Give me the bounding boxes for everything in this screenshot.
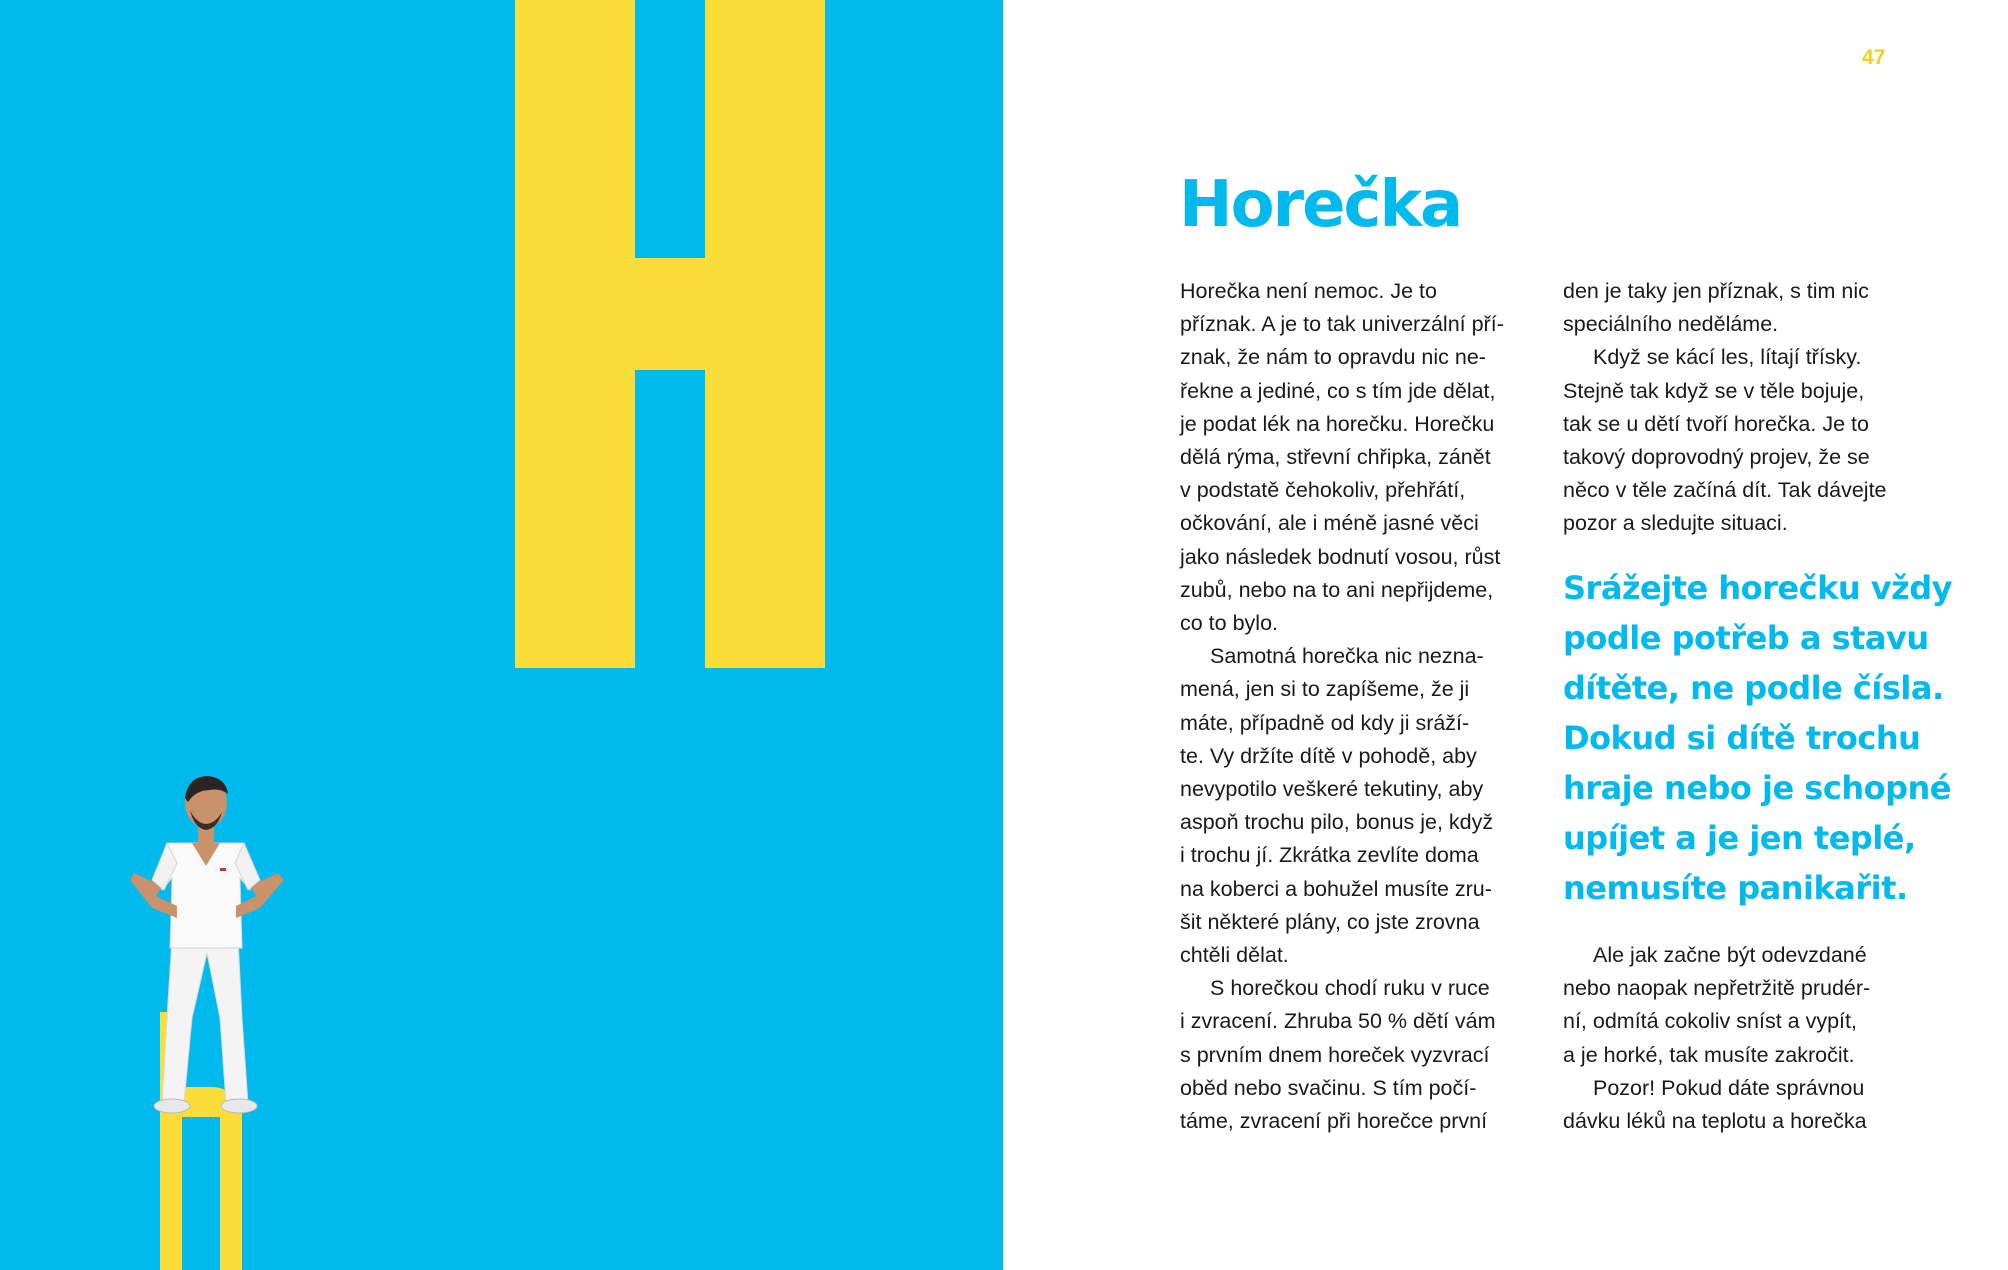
text-line: S horečkou chodí ruku v ruce [1210,976,1490,1001]
text-line: aspoň trochu pilo, bonus je, když [1180,810,1494,835]
text-line: šit některé plány, co jste zrovna [1180,909,1480,934]
chapter-title: Horečka [1179,168,1462,242]
text-line: s prvním dnem horeček vyzvrací [1180,1042,1490,1067]
text-line: nevypotilo veškeré tekutiny, aby [1180,777,1484,802]
text-line: te. Vy držíte dítě v pohodě, aby [1180,743,1477,768]
pull-quote-line: Dokud si dítě trochu [1563,719,1921,757]
text-line: očkování, ale i méně jasné věci [1180,511,1479,536]
text-line: dělá rýma, střevní chřipka, zánět [1180,445,1491,470]
text-line: je podat lék na horečku. Horečku [1180,411,1495,436]
text-line: nebo naopak nepřetržitě prudér- [1563,976,1871,1001]
text-line: den je taky jen příznak, s tim nic [1563,279,1869,303]
text-line: táme, zvracení při horečce první [1180,1109,1488,1134]
pull-quote-line: hraje nebo je schopné [1563,769,1951,807]
pull-quote [1563,563,1953,913]
pull-quote-line: Srážejte horečku vždy [1563,569,1953,607]
text-column-2-top [1563,275,1903,541]
text-line: chtěli dělat. [1180,943,1289,968]
small-h-leg [220,1107,242,1270]
text-line: Horečka není nemoc. Je to [1180,279,1437,303]
text-line: Samotná horečka nic nezna- [1210,644,1484,669]
text-line: na koberci a bohužel musíte zru- [1180,876,1492,901]
pull-quote-line: dítěte, ne podle čísla. [1563,669,1944,707]
text-column-2-bottom [1563,939,1903,1138]
text-line: i zvracení. Zhruba 50 % dětí vám [1180,1009,1496,1034]
text-column-1 [1180,275,1510,1138]
big-h-left-stem [515,0,635,668]
text-line: ní, odmítá cokoliv sníst a vypít, [1563,1009,1857,1034]
text-line: Když se kácí les, lítají třísky. [1593,345,1862,370]
text-line: zubů, nebo na to ani nepřijdeme, [1180,577,1494,602]
pull-quote-line: nemusíte panikařit. [1563,869,1908,907]
text-line: mená, jen si to zapíšeme, že ji [1180,677,1470,702]
text-line: příznak. A je to tak univerzální pří- [1180,312,1504,337]
text-line: takový doprovodný projev, že se [1563,445,1870,470]
big-h-crossbar [625,258,715,370]
text-line: tak se u dětí tvoří horečka. Je to [1563,411,1869,436]
text-line: něco v těle začíná dít. Tak dávejte [1563,478,1887,503]
text-line: dávku léků na teplotu a horečka [1563,1109,1867,1134]
text-line: máte, případně od kdy ji sráží- [1180,710,1470,735]
text-line: a je horké, tak musíte zakročit. [1563,1042,1855,1067]
text-line: Stejně tak když se v těle bojuje, [1563,378,1865,403]
big-h-right-stem [705,0,825,668]
doctor-figure-illustration [122,768,292,1120]
text-line: jako následek bodnutí vosou, růst [1180,544,1501,569]
text-line: oběd nebo svačinu. S tím počí- [1180,1075,1477,1100]
text-line: co to bylo. [1180,611,1278,636]
left-page-illustration [0,0,1003,1270]
text-line: znak, že nám to opravdu nic ne- [1180,345,1486,370]
pull-quote-line: podle potřeb a stavu [1563,619,1929,657]
pull-quote-line: upíjet a je jen teplé, [1563,819,1916,857]
text-line: řekne a jediné, co s tím jde dělat, [1180,378,1496,403]
text-line: i trochu jí. Zkrátka zevlíte doma [1180,843,1479,868]
text-line: speciálního neděláme. [1563,312,1779,337]
page-number: 47 [1862,46,1886,69]
text-line: v podstatě čehokoliv, přehřátí, [1180,478,1466,503]
big-letter-h [515,0,825,668]
text-line: pozor a sledujte situaci. [1563,511,1788,536]
text-line: Ale jak začne být odevzdané [1593,943,1867,967]
text-line: Pozor! Pokud dáte správnou [1593,1075,1865,1100]
